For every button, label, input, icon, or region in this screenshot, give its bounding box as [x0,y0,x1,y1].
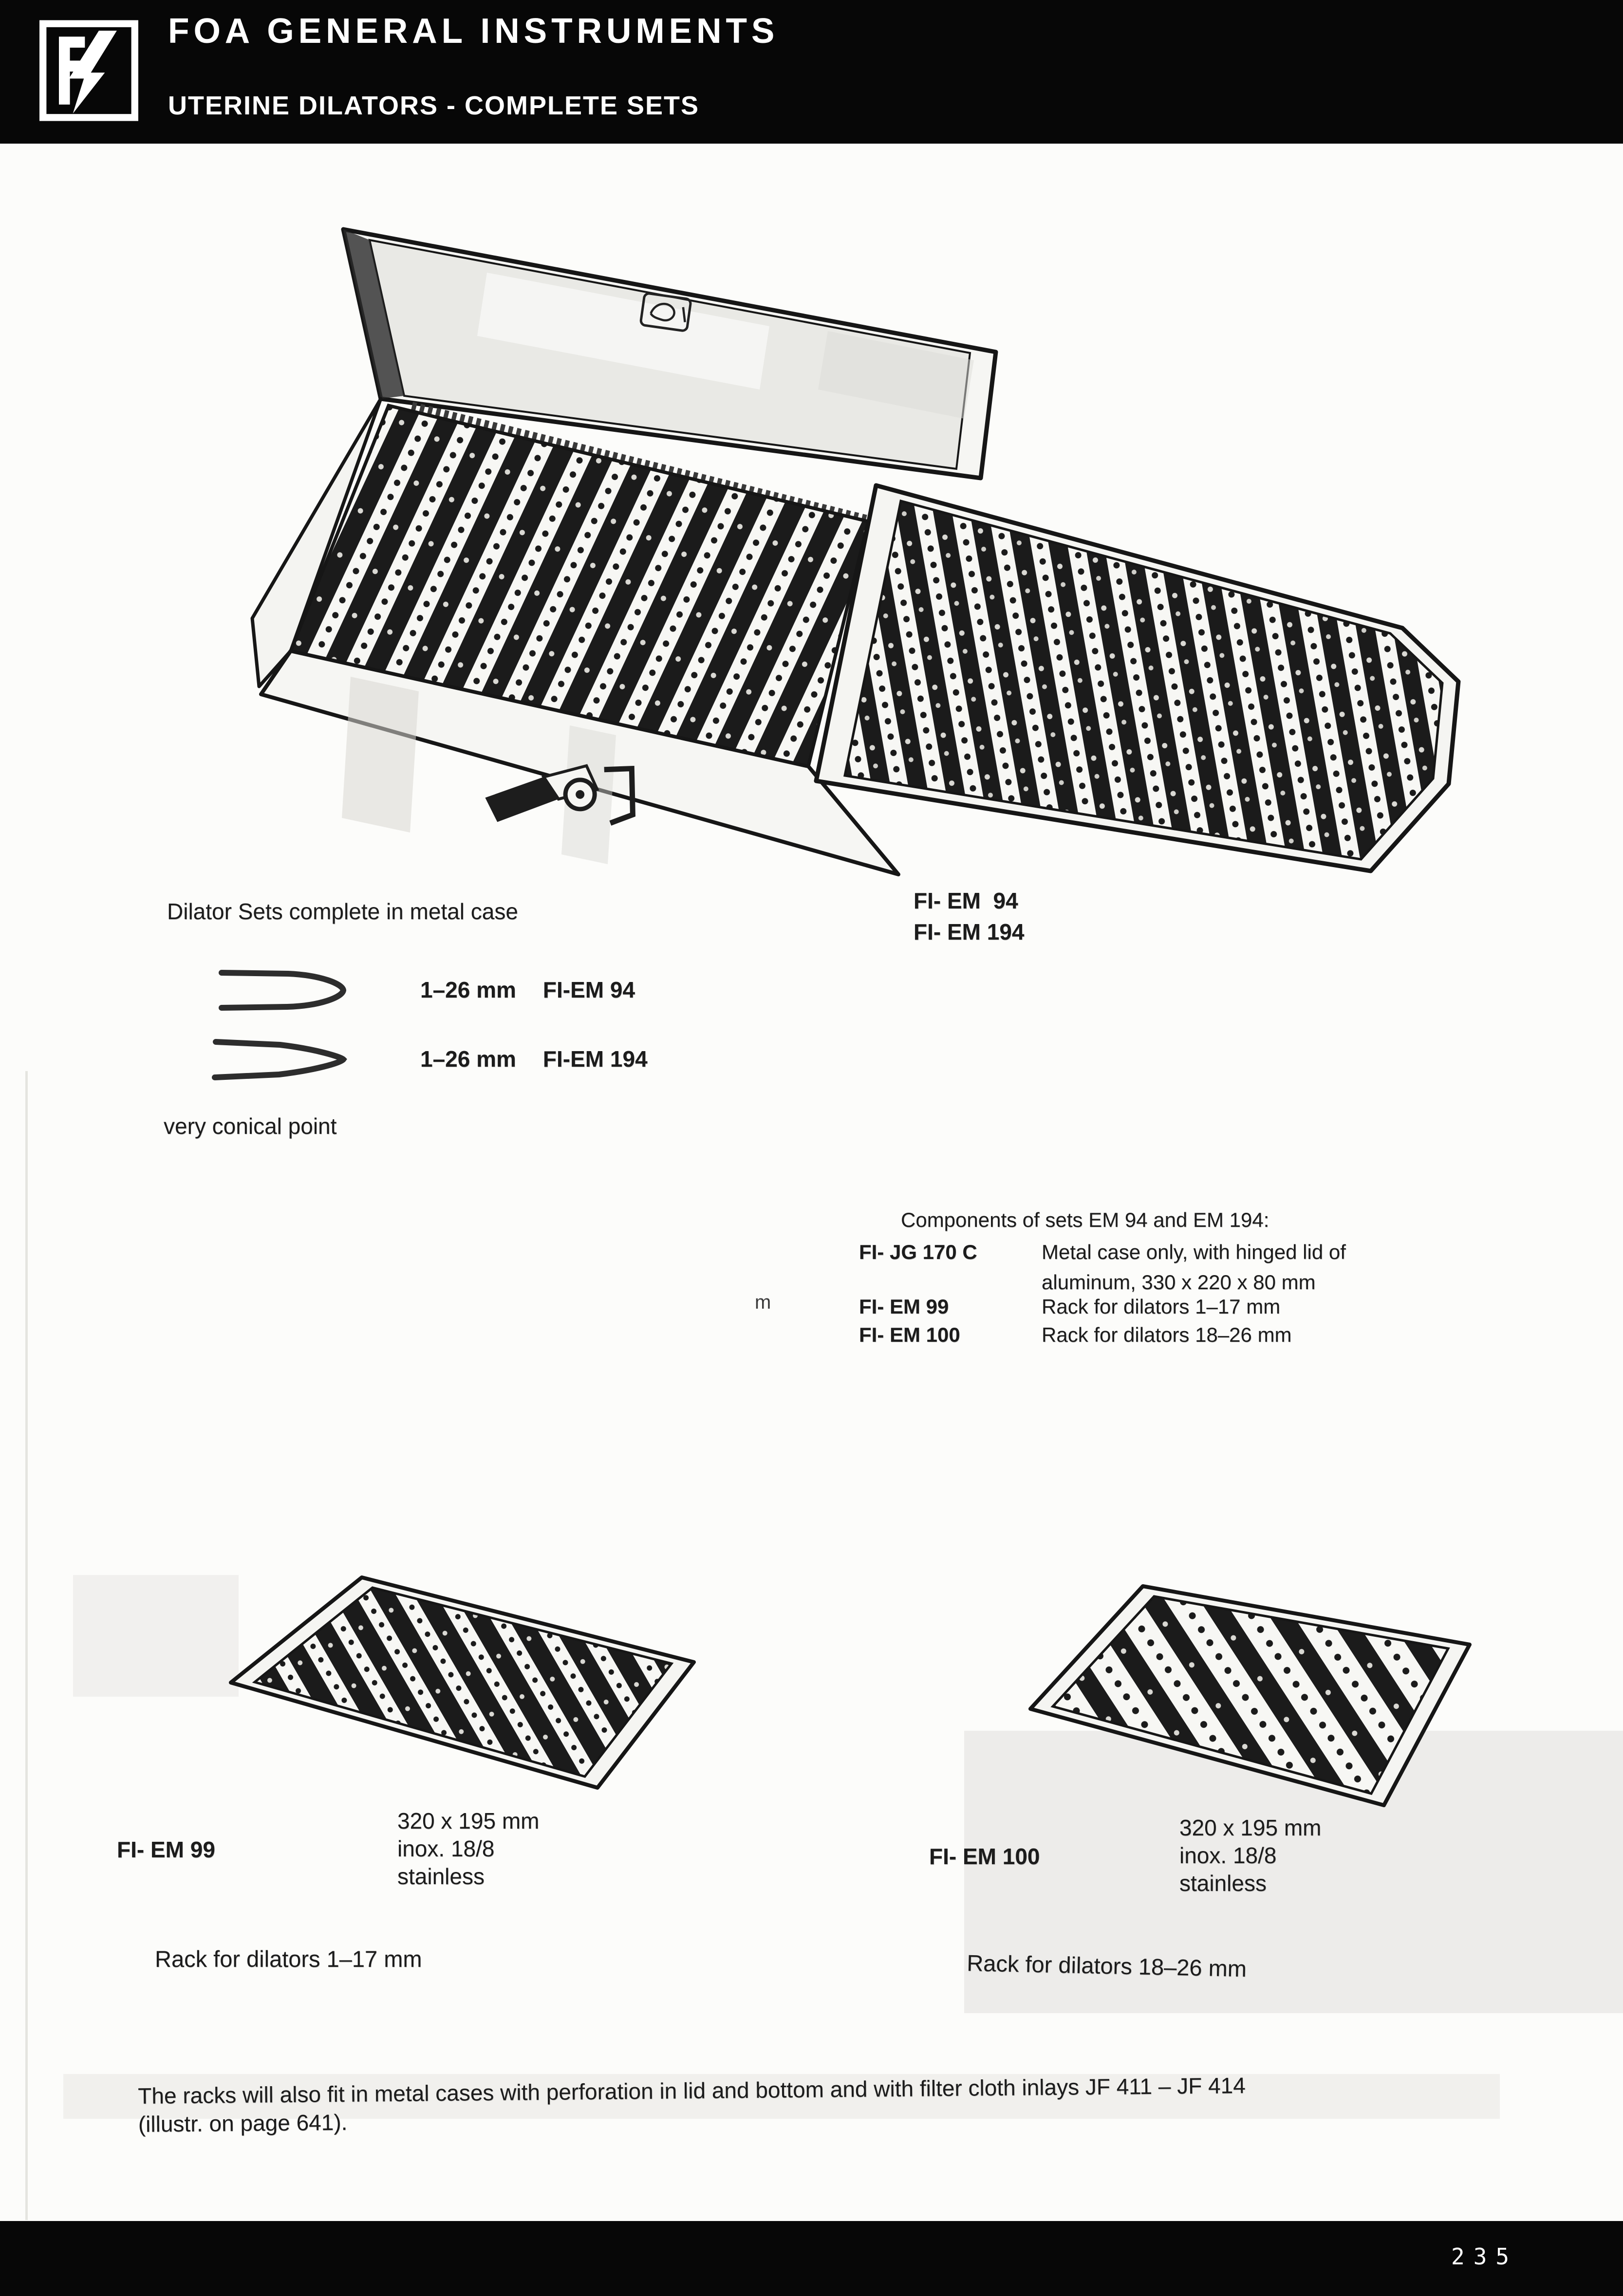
racks-illustrations [0,1548,1623,1840]
footer-bar [0,2221,1623,2296]
front-rack-tray [816,485,1458,871]
rack-em99-code: FI- EM 99 [117,1837,215,1862]
dilator-tip-conical [215,1042,343,1077]
dilator-tips-illustration [202,952,363,1132]
variant-em94-range: 1–26 mm [420,977,516,1002]
variant-em194 [420,1046,648,1072]
tip-note: very conical point [164,1113,337,1139]
component-desc-jg170c-2: aluminum, 330 x 220 x 80 mm [1042,1271,1316,1294]
rack-em100-material: inox. 18/8 [1179,1843,1277,1868]
rack-em99-illustration [231,1577,694,1788]
rack-em100-finish: stainless [1179,1870,1267,1896]
foa-monogram-icon [39,19,139,123]
page-subtitle: UTERINE DILATORS - COMPLETE SETS [168,91,700,120]
component-code-jg170c: FI- JG 170 C [859,1241,977,1263]
rack-em100-size: 320 x 195 mm [1179,1815,1322,1840]
components-title: Components of sets EM 94 and EM 194: [901,1208,1269,1231]
variant-em194-range: 1–26 mm [420,1046,516,1072]
component-desc-jg170c-1: Metal case only, with hinged lid of [1042,1241,1346,1263]
variant-em194-code: FI-EM 194 [542,1046,648,1072]
dilator-tip-rounded [222,973,343,1008]
foa-monogram-icon-svg [39,19,139,123]
component-code-em100: FI- EM 100 [859,1323,960,1346]
case-illustration [49,185,1558,915]
footnote-line2: (illustr. on page 641). [138,2109,348,2137]
rack-em99-caption: Rack for dilators 1–17 mm [155,1946,422,1972]
main-caption: Dilator Sets complete in metal case [167,899,518,924]
component-desc-em99: Rack for dilators 1–17 mm [1042,1295,1281,1318]
page-number: 235 [1451,2243,1518,2270]
stray-mark: m [755,1292,771,1313]
rack-em100-caption: Rack for dilators 18–26 mm [966,1949,1247,1982]
component-code-em99: FI- EM 99 [859,1295,949,1318]
header-bar [0,0,1623,144]
set-code-em94: FI- EM 94 [914,888,1018,913]
page-title: FOA GENERAL INSTRUMENTS [168,12,779,51]
variant-em94-code: FI-EM 94 [542,977,635,1002]
rack-em100-code: FI- EM 100 [929,1844,1040,1869]
rack-em99-finish: stainless [397,1864,485,1889]
rack-em99-size: 320 x 195 mm [397,1808,540,1833]
set-code-em194: FI- EM 194 [914,919,1025,944]
component-desc-em100: Rack for dilators 18–26 mm [1042,1323,1292,1346]
variant-em94 [420,977,635,1003]
footnote-line1: The racks will also fit in metal cases with perforation in lid and bottom and with filter cloth inlays JF 411 – JF 414 [138,2073,1246,2109]
rack-em99-material: inox. 18/8 [397,1836,495,1861]
rack-em100-illustration [1030,1586,1470,1805]
